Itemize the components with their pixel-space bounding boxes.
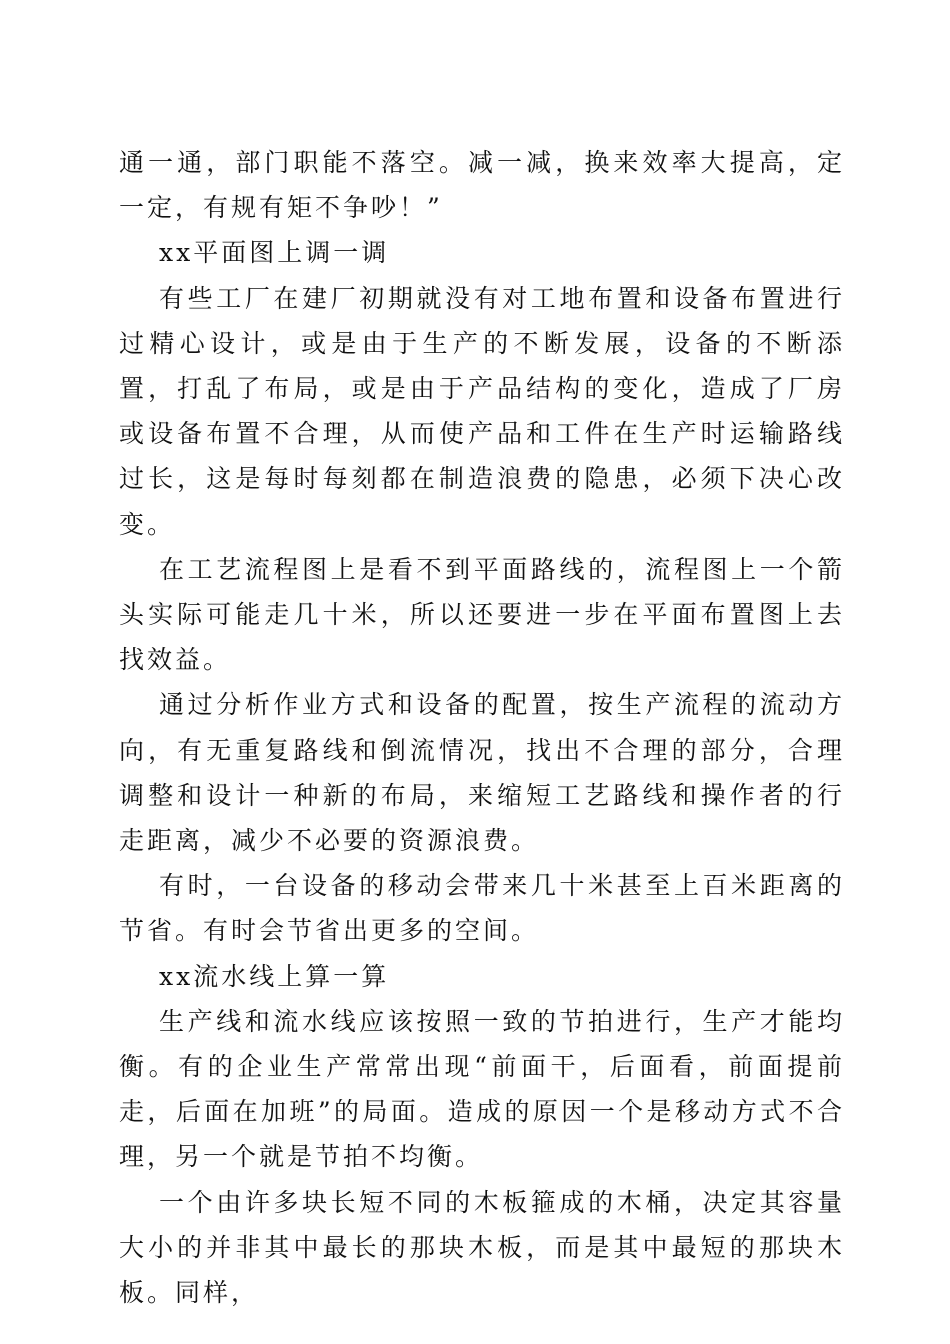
document-body xyxy=(119,140,845,1315)
paragraph: 一个由许多块长短不同的木板箍成的木桶，决定其容量大小的并非其中最长的那块木板，而是其中最短的那块木板。同样， xyxy=(119,1187,845,1308)
paragraph-continuation: 通一通，部门职能不落空。减一减，换来效率大提高，定一定，有规有矩不争吵！” xyxy=(119,148,845,223)
paragraph: 有些工厂在建厂初期就没有对工地布置和设备布置进行过精心设计，或是由于生产的不断发展，设备的不断添置，打乱了布局，或是由于产品结构的变化，造成了厂房或设备布置不合理，从而使产品和工件在生产时运输路线过长，这是每时每刻都在制造浪费的隐患，必须下决心改变。 xyxy=(119,283,845,539)
section-heading-assembly-line: xx流水线上算一算 xyxy=(159,961,390,991)
paragraph: 通过分析作业方式和设备的配置，按生产流程的流动方向，有无重复路线和倒流情况，找出不合理的部分，合理调整和设计一种新的布局，来缩短工艺路线和操作者的行走距离，减少不必要的资源浪费。 xyxy=(119,690,845,856)
paragraph: 有时，一台设备的移动会带来几十米甚至上百米距离的节省。有时会节省出更多的空间。 xyxy=(119,871,845,946)
paragraph: 生产线和流水线应该按照一致的节拍进行，生产才能均衡。有的企业生产常常出现“前面干，后面看，前面提前走，后面在加班”的局面。造成的原因一个是移动方式不合理，另一个就是节拍不均衡。 xyxy=(119,1006,845,1172)
section-heading-floor-plan: xx平面图上调一调 xyxy=(159,238,390,268)
paragraph: 在工艺流程图上是看不到平面路线的，流程图上一个箭头实际可能走几十米，所以还要进一步在平面布置图上去找效益。 xyxy=(119,554,845,675)
